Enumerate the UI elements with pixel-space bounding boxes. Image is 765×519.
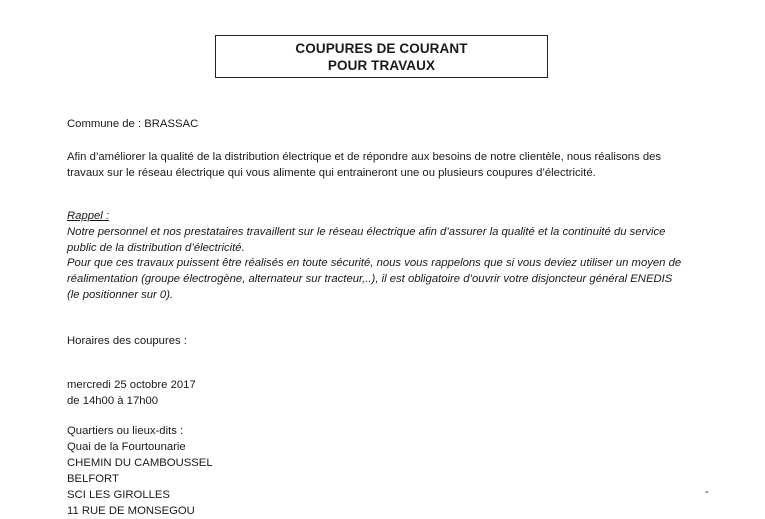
schedule-time: de 14h00 à 17h00 — [67, 395, 159, 407]
intro-line-2: travaux sur le réseau électrique qui vous alimente qui entraineront une ou plusieurs coupures d’électricité. — [67, 167, 596, 179]
quartier-item: SCI LES GIROLLES — [67, 489, 170, 501]
quartier-item: 11 RUE DE MONSEGOU — [67, 505, 195, 517]
quartier-item: Quai de la Fourtounarie — [67, 441, 186, 453]
commune-line: Commune de : BRASSAC — [67, 118, 199, 130]
quartiers-section — [67, 423, 717, 519]
rappel-line: (le positionner sur 0). — [67, 288, 174, 301]
quartiers-label: Quartiers ou lieux-dits : — [67, 425, 184, 437]
title-line-1: COUPURES DE COURANT — [295, 41, 468, 56]
rappel-line: Notre personnel et nos prestataires travaillent sur le réseau électrique afin d’assurer la qualité et la continuité du service — [67, 225, 666, 238]
rappel-heading: Rappel : — [67, 210, 110, 222]
intro-paragraph — [67, 149, 717, 181]
stray-mark: - — [705, 486, 709, 498]
quartier-item: BELFORT — [67, 473, 119, 485]
horaires-label: Horaires des coupures : — [67, 335, 187, 347]
intro-line-1: Afin d’améliorer la qualité de la distribution électrique et de répondre aux besoins de notre clientèle, nous réalisons des — [67, 151, 662, 163]
schedule-date: mercredi 25 octobre 2017 — [67, 379, 196, 391]
rappel-line: réalimentation (groupe électrogène, alternateur sur tracteur,..), il est obligatoire d’ouvrir votre disjoncteur général ENEDIS — [67, 273, 673, 286]
schedule — [67, 377, 717, 409]
quartier-item: CHEMIN DU CAMBOUSSEL — [67, 457, 213, 469]
document-title-box — [215, 35, 548, 78]
title-line-2: POUR TRAVAUX — [327, 58, 436, 73]
rappel-line: public de la distribution d’électricité. — [67, 241, 245, 254]
rappel-section — [67, 209, 717, 304]
rappel-line: Pour que ces travaux puissent être réalisés en toute sécurité, nous vous rappelons que si vous deviez utiliser un moyen de — [67, 257, 682, 270]
